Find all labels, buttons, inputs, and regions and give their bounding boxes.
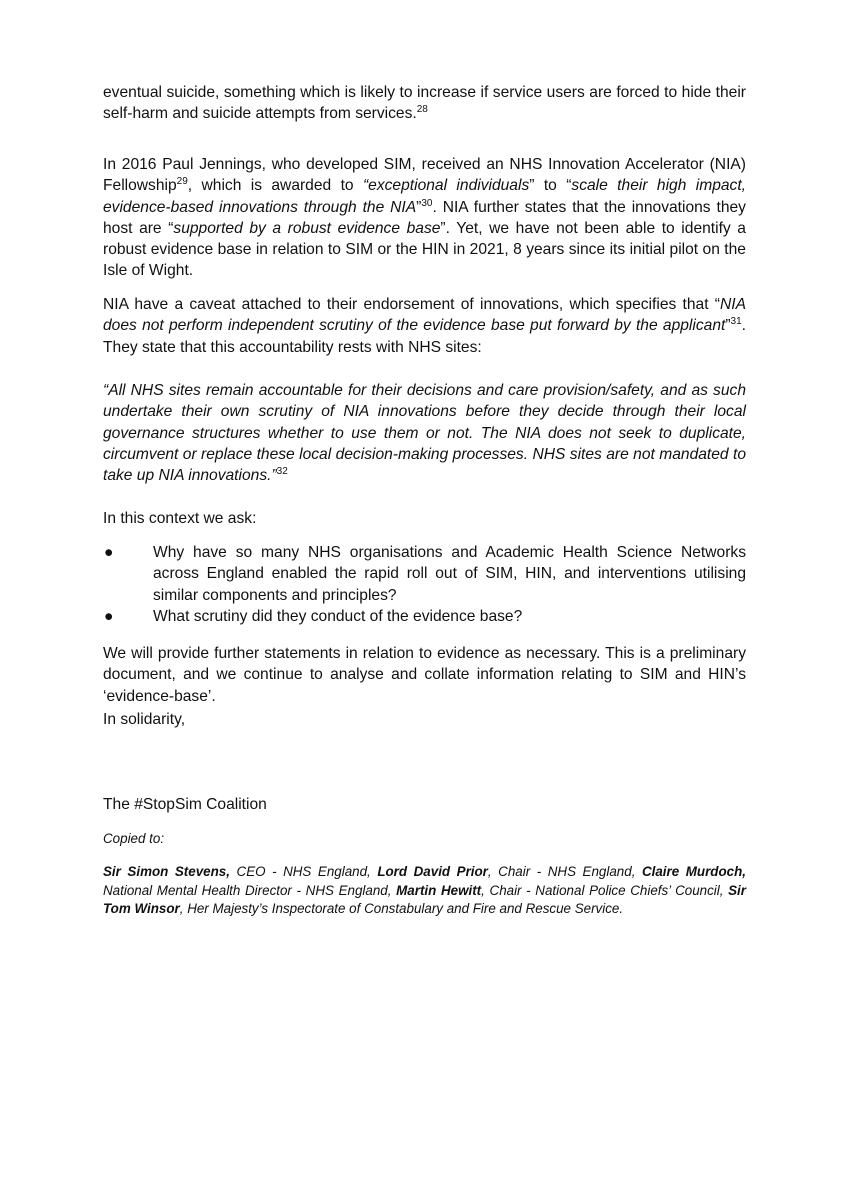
text-run: ”. Yet, we have not been able to identify a robust evidence base in relation to SIM or the HIN in 2021, 8 years since its initial pilot on the Isle of Wight. xyxy=(103,219,746,280)
paragraph-nia-fellowship xyxy=(103,154,746,282)
text-run: National Mental Health Director - NHS England, xyxy=(103,882,397,898)
text-run: Copied to: xyxy=(103,831,165,846)
text-run: CEO - NHS England, xyxy=(229,864,378,879)
text-run: NIA does not perform independent scrutiny of the evidence base put forward by the applicant xyxy=(103,296,746,335)
footnote-ref: 32 xyxy=(276,466,288,477)
text-run: In 2016 Paul Jennings, who developed SIM, received an NHS Innovation Accelerator (NIA) Fellowship xyxy=(103,156,746,195)
text-run: Sir Simon Stevens, xyxy=(103,864,230,879)
text-run: scale their high impact, evidence-based innovations through the NIA xyxy=(103,177,747,216)
text-run: NIA have a caveat attached to their endorsement of innovations, which specifies that “ xyxy=(103,296,720,313)
signature xyxy=(103,794,746,815)
text-run: In this context we ask: xyxy=(103,510,257,527)
text-run: eventual suicide, something which is likely to increase if service users are forced to hide their self-harm and suicide attempts from services. xyxy=(103,84,746,123)
bullet-icon: ● xyxy=(104,607,114,625)
nia-quote xyxy=(103,380,746,486)
text-run: “exceptional individuals xyxy=(362,177,530,195)
text-run: , Chair - National Police Chiefs’ Council, xyxy=(481,882,729,898)
sign-off xyxy=(103,709,746,730)
question-text: What scrutiny did they conduct of the evidence base? xyxy=(153,607,523,625)
paragraph-context xyxy=(103,508,746,529)
text-run: ” to “ xyxy=(529,177,572,195)
paragraph-nia-caveat xyxy=(103,294,746,358)
text-run: Martin Hewitt xyxy=(396,882,482,898)
text-run: , Her Majesty’s Inspectorate of Constabulary and Fire and Rescue Service. xyxy=(179,901,624,917)
text-run: ” xyxy=(416,198,422,216)
question-item xyxy=(103,606,746,627)
copied-to-label xyxy=(103,830,746,849)
footnote-ref: 30 xyxy=(421,197,433,209)
text-run: We will provide further statements in relation to evidence as necessary. This is a preliminary document, and we continue to analyse and collate information relating to SIM and HIN’s ‘evidence-base’. xyxy=(103,645,746,705)
footnote-ref: 29 xyxy=(176,176,188,188)
copied-to-list xyxy=(103,863,746,919)
text-run: supported by a robust evidence base xyxy=(173,219,441,237)
text-run: Claire Murdoch, xyxy=(641,864,746,879)
text-run: In solidarity, xyxy=(103,711,186,728)
footnote-ref: 28 xyxy=(416,104,428,116)
text-run: Sir Tom Winsor xyxy=(103,882,746,917)
text-run: , which is awarded to xyxy=(187,177,363,195)
text-run: The #StopSim Coalition xyxy=(103,796,267,813)
paragraph-suicide-risk xyxy=(103,82,746,125)
question-text: Why have so many NHS organisations and Academic Health Science Networks across England enabled the rapid roll out of SIM, HIN, and interventions utilising similar components and principles? xyxy=(153,544,746,604)
question-item xyxy=(103,542,746,606)
text-run: , Chair - NHS England, xyxy=(487,864,642,879)
text-run: Lord David Prior xyxy=(377,864,488,879)
question-list xyxy=(103,542,746,627)
text-run: ” xyxy=(725,317,731,335)
text-run: “All NHS sites remain accountable for their decisions and care provision/safety, and as such undertake their own scrutiny of NIA innovations before they decide through their local governance structures whether to use them or not. The NIA does not seek to duplicate, circumvent or replace these local decision-making processes. NHS sites are not mandated to take up NIA innovations.” xyxy=(103,382,746,485)
text-run: . NIA further states that the innovations they host are “ xyxy=(103,198,746,237)
text-run: . They state that this accountability rests with NHS sites: xyxy=(103,317,746,356)
footnote-ref: 31 xyxy=(730,316,742,328)
paragraph-further-statements xyxy=(103,643,746,707)
bullet-icon: ● xyxy=(104,544,114,561)
